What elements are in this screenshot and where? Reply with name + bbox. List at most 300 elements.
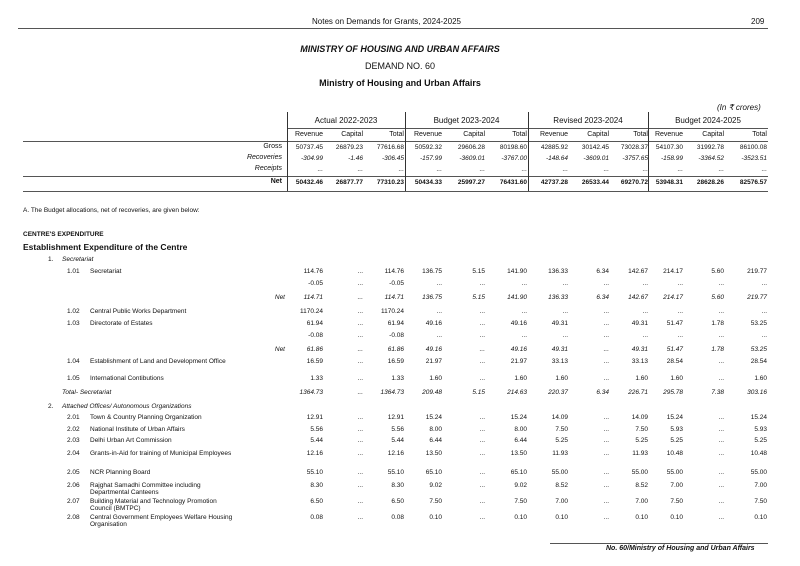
detail-cell: 1.60 (635, 375, 648, 382)
summary-cell: 77616.68 (376, 144, 404, 151)
detail-cell: 6.34 (596, 268, 609, 275)
detail-cell: 53.25 (750, 320, 767, 327)
detail-cell: 12.91 (306, 414, 323, 421)
detail-cell: 55.10 (387, 469, 404, 476)
detail-item-label: Rajghat Samadhi Committee including Departmental Canteens (90, 482, 201, 496)
detail-cell: 7.50 (514, 498, 527, 505)
detail-cell: 10.48 (750, 450, 767, 457)
detail-net-label: Net (274, 294, 285, 301)
detail-cell: 5.15 (472, 268, 485, 275)
detail-head-label: Attached Offices/ Autonomous Organizations (62, 403, 192, 410)
detail-cell: 7.50 (429, 498, 442, 505)
detail-cell: 55.00 (666, 469, 683, 476)
detail-cell: ... (677, 332, 683, 339)
detail-cell: 136.75 (422, 268, 442, 275)
sub-column-label: Revenue (294, 131, 323, 138)
summary-cell: -1.46 (348, 155, 363, 162)
detail-cell: ... (642, 280, 648, 287)
summary-cell: 25997.27 (457, 179, 485, 186)
detail-cell: ... (603, 426, 609, 433)
detail-cell: ... (761, 332, 767, 339)
sub-column-label: Capital (702, 131, 724, 138)
summary-cell: 50432.46 (295, 179, 323, 186)
detail-cell: 114.76 (303, 268, 323, 275)
detail-cell: 15.24 (425, 414, 442, 421)
detail-cell: 136.75 (422, 294, 442, 301)
column-separator (405, 112, 406, 191)
detail-cell: ... (603, 469, 609, 476)
detail-cell: ... (718, 426, 724, 433)
sub-column-label: Total (389, 131, 404, 138)
summary-cell: ... (562, 166, 568, 173)
summary-cell: 80198.60 (499, 144, 527, 151)
detail-cell: ... (603, 308, 609, 315)
detail-cell: 51.47 (666, 320, 683, 327)
detail-cell: 295.78 (663, 389, 683, 396)
summary-row-label: Receipts (254, 165, 282, 172)
sub-column-label: Revenue (654, 131, 683, 138)
detail-cell: 55.00 (631, 469, 648, 476)
detail-cell: ... (479, 482, 485, 489)
detail-cell: 21.97 (510, 358, 527, 365)
footer-text: No. 60/Ministry of Housing and Urban Affairs (606, 545, 755, 552)
detail-item-label: Town & Country Planning Organization (90, 414, 202, 421)
detail-item-label: Establishment of Land and Development Office (90, 358, 226, 365)
detail-cell: ... (479, 414, 485, 421)
detail-cell: 16.59 (306, 358, 323, 365)
detail-cell: ... (479, 514, 485, 521)
detail-cell: ... (357, 308, 363, 315)
detail-cell: ... (479, 346, 485, 353)
note-a: A. The Budget allocations, net of recoveries, are given below: (23, 207, 200, 214)
detail-cell: ... (718, 469, 724, 476)
detail-cell: 49.31 (631, 320, 648, 327)
detail-cell: 142.67 (628, 268, 648, 275)
detail-cell: 1364.73 (380, 389, 404, 396)
detail-cell: 5.25 (670, 437, 683, 444)
detail-cell: 141.90 (507, 294, 527, 301)
summary-cell: 73028.37 (620, 144, 648, 151)
detail-cell: 220.37 (548, 389, 568, 396)
detail-cell: ... (603, 332, 609, 339)
detail-item-label: Secretariat (90, 268, 122, 275)
detail-cell: 49.16 (510, 320, 527, 327)
detail-cell: ... (436, 332, 442, 339)
summary-row-label: Net (270, 178, 282, 185)
summary-cell: 42737.28 (540, 179, 568, 186)
detail-cell: 0.08 (310, 514, 323, 521)
detail-cell: 141.90 (507, 268, 527, 275)
detail-cell: 9.02 (429, 482, 442, 489)
summary-cell: -306.45 (381, 155, 404, 162)
summary-cell: 30142.45 (581, 144, 609, 151)
detail-cell: ... (761, 280, 767, 287)
page-number: 209 (751, 17, 765, 26)
detail-cell: 65.10 (425, 469, 442, 476)
detail-cell: ... (603, 437, 609, 444)
summary-cell: 42885.92 (540, 144, 568, 151)
detail-item-number: 2.01 (67, 414, 80, 421)
detail-cell: 5.60 (711, 294, 724, 301)
detail-cell: ... (603, 320, 609, 327)
detail-cell: 5.93 (754, 426, 767, 433)
detail-cell: 1.60 (429, 375, 442, 382)
detail-cell: 0.10 (514, 514, 527, 521)
detail-cell: 214.17 (663, 294, 683, 301)
detail-cell: ... (603, 450, 609, 457)
detail-cell: -0.05 (308, 280, 323, 287)
summary-cell: -304.99 (300, 155, 323, 162)
detail-cell: 114.76 (384, 268, 404, 275)
detail-cell: 5.25 (635, 437, 648, 444)
detail-cell: 7.00 (670, 482, 683, 489)
detail-cell: 14.09 (551, 414, 568, 421)
detail-cell: 0.10 (754, 514, 767, 521)
detail-cell: ... (357, 358, 363, 365)
detail-head-number: 2. (48, 403, 54, 410)
detail-cell: 1170.24 (380, 308, 404, 315)
detail-cell: 1.33 (391, 375, 404, 382)
detail-item-label: National Institute of Urban Affairs (90, 426, 185, 433)
detail-cell: ... (479, 450, 485, 457)
detail-cell: 61.94 (306, 320, 323, 327)
detail-cell: ... (718, 332, 724, 339)
detail-cell: ... (603, 498, 609, 505)
detail-cell: ... (718, 280, 724, 287)
detail-cell: ... (521, 332, 527, 339)
detail-item-label: International Contibutions (90, 375, 164, 382)
detail-item-number: 2.08 (67, 514, 80, 521)
summary-cell: ... (642, 166, 648, 173)
header-rule (18, 28, 768, 29)
detail-cell: 7.50 (555, 426, 568, 433)
detail-cell: ... (357, 450, 363, 457)
sub-column-label: Capital (341, 131, 363, 138)
summary-cell: -3364.52 (698, 155, 724, 162)
detail-item-number: 1.04 (67, 358, 80, 365)
summary-cell: -158.99 (660, 155, 683, 162)
demand-number: DEMAND NO. 60 (364, 61, 435, 71)
detail-cell: ... (479, 280, 485, 287)
detail-cell: ... (479, 498, 485, 505)
summary-cell: ... (398, 166, 404, 173)
summary-row-label: Recoveries (246, 154, 282, 161)
department-title: Ministry of Housing and Urban Affairs (319, 78, 481, 88)
summary-cell: -157.99 (419, 155, 442, 162)
detail-cell: ... (357, 469, 363, 476)
detail-cell: ... (642, 332, 648, 339)
summary-net-rule (23, 176, 768, 177)
sub-column-label: Total (512, 131, 527, 138)
detail-cell: 12.16 (387, 450, 404, 457)
detail-cell: 10.48 (666, 450, 683, 457)
detail-cell: ... (357, 375, 363, 382)
summary-cell: 26877.77 (335, 179, 363, 186)
detail-cell: ... (357, 426, 363, 433)
detail-cell: 142.67 (628, 294, 648, 301)
detail-cell: ... (357, 414, 363, 421)
detail-cell: 61.86 (306, 346, 323, 353)
sub-column-label: Total (633, 131, 648, 138)
detail-cell: 303.16 (747, 389, 767, 396)
summary-cell: 28628.26 (696, 179, 724, 186)
detail-cell: 5.25 (754, 437, 767, 444)
detail-cell: ... (603, 482, 609, 489)
detail-cell: 0.10 (670, 514, 683, 521)
summary-bottom-rule (23, 191, 768, 192)
summary-cell: ... (317, 166, 323, 173)
detail-cell: 8.00 (514, 426, 527, 433)
detail-cell: -0.05 (389, 280, 404, 287)
detail-cell: 21.97 (425, 358, 442, 365)
detail-cell: 219.77 (747, 268, 767, 275)
detail-item-label: Building Material and Technology Promotion Council (BMTPC) (90, 498, 217, 512)
detail-cell: ... (603, 280, 609, 287)
detail-cell: 5.60 (711, 268, 724, 275)
summary-cell: -3609.01 (459, 155, 485, 162)
summary-cell: 50434.33 (414, 179, 442, 186)
column-group-label: Budget 2023-2024 (433, 116, 500, 125)
detail-cell: 219.77 (747, 294, 767, 301)
ministry-title: MINISTRY OF HOUSING AND URBAN AFFAIRS (300, 44, 500, 54)
detail-cell: 6.50 (310, 498, 323, 505)
sub-column-label: Capital (463, 131, 485, 138)
detail-cell: ... (603, 514, 609, 521)
detail-cell: 49.16 (510, 346, 527, 353)
detail-cell: 12.91 (387, 414, 404, 421)
subsection-title: Establishment Expenditure of the Centre (23, 242, 188, 252)
summary-cell: ... (357, 166, 363, 173)
detail-cell: 12.16 (306, 450, 323, 457)
detail-cell: 136.33 (548, 294, 568, 301)
summary-cell: 86100.08 (739, 144, 767, 151)
detail-cell: ... (677, 280, 683, 287)
detail-cell: 1.78 (711, 346, 724, 353)
detail-cell: -0.08 (308, 332, 323, 339)
detail-cell: 226.71 (628, 389, 648, 396)
detail-item-label: Grants-in-Aid for training of Municipal Employees (90, 450, 232, 457)
column-separator (287, 112, 288, 191)
detail-cell: ... (603, 375, 609, 382)
detail-cell: ... (357, 346, 363, 353)
detail-cell: ... (479, 469, 485, 476)
detail-item-label: Delhi Urban Art Commission (90, 437, 172, 444)
detail-item-label: Central Government Employees Welfare Housing Organisation (90, 514, 233, 528)
summary-cell: 53948.31 (655, 179, 683, 186)
detail-cell: 114.71 (384, 294, 404, 301)
detail-cell: 49.16 (425, 346, 442, 353)
detail-cell: ... (718, 308, 724, 315)
detail-cell: 5.44 (391, 437, 404, 444)
detail-item-number: 2.03 (67, 437, 80, 444)
detail-cell: 1364.73 (299, 389, 323, 396)
detail-cell: ... (357, 389, 363, 396)
detail-cell: ... (479, 426, 485, 433)
sub-column-label: Capital (587, 131, 609, 138)
detail-cell: 5.56 (310, 426, 323, 433)
detail-cell: ... (357, 482, 363, 489)
detail-total-label: Total- Secretariat (62, 389, 112, 396)
detail-cell: ... (357, 437, 363, 444)
detail-cell: ... (562, 308, 568, 315)
detail-cell: 8.30 (391, 482, 404, 489)
detail-cell: ... (479, 332, 485, 339)
summary-cell: -3757.65 (622, 155, 648, 162)
detail-cell: ... (357, 514, 363, 521)
detail-cell: 6.44 (514, 437, 527, 444)
detail-net-label: Net (274, 346, 285, 353)
detail-cell: 49.31 (551, 346, 568, 353)
running-title: Notes on Demands for Grants, 2024-2025 (312, 17, 461, 26)
detail-cell: 55.00 (551, 469, 568, 476)
summary-cell: 77310.23 (376, 179, 404, 186)
detail-cell: ... (436, 308, 442, 315)
sub-column-label: Revenue (413, 131, 442, 138)
detail-cell: 214.17 (663, 268, 683, 275)
detail-item-number: 2.07 (67, 498, 80, 505)
detail-head-label: Secretariat (62, 256, 94, 263)
detail-cell: 7.00 (635, 498, 648, 505)
detail-cell: 209.48 (422, 389, 442, 396)
detail-cell: ... (479, 308, 485, 315)
detail-item-number: 2.02 (67, 426, 80, 433)
detail-cell: 6.34 (596, 389, 609, 396)
detail-cell: 6.44 (429, 437, 442, 444)
detail-cell: 15.24 (666, 414, 683, 421)
section-title: CENTRE'S EXPENDITURE (23, 231, 104, 238)
summary-cell: 76431.60 (499, 179, 527, 186)
detail-cell: 49.16 (425, 320, 442, 327)
detail-cell: 7.50 (635, 426, 648, 433)
detail-cell: ... (436, 280, 442, 287)
detail-cell: 13.50 (510, 450, 527, 457)
column-group-label: Revised 2023-2024 (553, 116, 623, 125)
detail-cell: 5.25 (555, 437, 568, 444)
detail-cell: ... (479, 375, 485, 382)
detail-cell: ... (603, 414, 609, 421)
detail-cell: 51.47 (666, 346, 683, 353)
detail-cell: 9.02 (514, 482, 527, 489)
detail-item-number: 1.01 (67, 268, 80, 275)
footer-rule (550, 543, 768, 544)
detail-cell: 5.93 (670, 426, 683, 433)
summary-cell: ... (718, 166, 724, 173)
detail-cell: ... (718, 514, 724, 521)
detail-cell: ... (521, 280, 527, 287)
summary-cell: ... (436, 166, 442, 173)
summary-cell: -3609.01 (583, 155, 609, 162)
detail-item-number: 1.03 (67, 320, 80, 327)
detail-cell: 8.52 (555, 482, 568, 489)
detail-cell: 33.13 (551, 358, 568, 365)
detail-cell: ... (479, 320, 485, 327)
detail-cell: ... (718, 375, 724, 382)
detail-item-number: 2.06 (67, 482, 80, 489)
detail-cell: 8.30 (310, 482, 323, 489)
detail-cell: 7.50 (670, 498, 683, 505)
detail-cell: ... (357, 320, 363, 327)
summary-cell: -3767.00 (501, 155, 527, 162)
summary-cell: 29606.28 (457, 144, 485, 151)
detail-cell: 33.13 (631, 358, 648, 365)
detail-cell: ... (718, 498, 724, 505)
summary-cell: 82576.57 (739, 179, 767, 186)
summary-cell: 26879.23 (335, 144, 363, 151)
detail-cell: 7.38 (711, 389, 724, 396)
summary-cell: 31992.78 (696, 144, 724, 151)
summary-cell: ... (677, 166, 683, 173)
detail-item-number: 1.05 (67, 375, 80, 382)
summary-cell: 50737.45 (295, 144, 323, 151)
detail-item-number: 1.02 (67, 308, 80, 315)
detail-cell: ... (677, 308, 683, 315)
detail-cell: ... (603, 358, 609, 365)
detail-cell: 5.15 (472, 294, 485, 301)
detail-item-number: 2.04 (67, 450, 80, 457)
detail-cell: ... (562, 332, 568, 339)
detail-cell: ... (357, 498, 363, 505)
column-group-label: Budget 2024-2025 (675, 116, 741, 125)
detail-cell: 8.00 (429, 426, 442, 433)
summary-cell: -3523.51 (741, 155, 767, 162)
summary-cell: ... (479, 166, 485, 173)
detail-cell: 28.54 (666, 358, 683, 365)
detail-cell: 53.25 (750, 346, 767, 353)
summary-row-label: Gross (263, 143, 282, 150)
detail-item-label: Central Public Works Department (90, 308, 187, 315)
detail-cell: 6.34 (596, 294, 609, 301)
detail-cell: 15.24 (510, 414, 527, 421)
detail-item-number: 2.05 (67, 469, 80, 476)
summary-cell: 69270.72 (620, 179, 648, 186)
detail-cell: ... (718, 437, 724, 444)
detail-cell: 1.60 (754, 375, 767, 382)
detail-cell: 1.33 (310, 375, 323, 382)
detail-cell: ... (642, 308, 648, 315)
summary-cell: ... (603, 166, 609, 173)
detail-cell: 1.78 (711, 320, 724, 327)
subheader-rule (23, 141, 768, 142)
detail-cell: ... (479, 437, 485, 444)
detail-cell: 1.60 (555, 375, 568, 382)
detail-cell: ... (357, 294, 363, 301)
detail-cell: 5.15 (472, 389, 485, 396)
detail-cell: 11.93 (632, 450, 648, 457)
detail-cell: 0.10 (429, 514, 442, 521)
detail-cell: -0.08 (389, 332, 404, 339)
detail-cell: 7.00 (555, 498, 568, 505)
detail-cell: 136.33 (548, 268, 568, 275)
summary-cell: ... (521, 166, 527, 173)
detail-cell: 8.52 (635, 482, 648, 489)
detail-cell: 214.63 (507, 389, 527, 396)
unit-note: (In ₹ crores) (717, 103, 761, 112)
summary-cell: ... (761, 166, 767, 173)
detail-cell: 7.50 (754, 498, 767, 505)
detail-cell: 1170.24 (299, 308, 323, 315)
detail-cell: 13.50 (425, 450, 442, 457)
summary-cell: 50592.32 (414, 144, 442, 151)
detail-cell: 7.00 (754, 482, 767, 489)
detail-cell: 49.31 (551, 320, 568, 327)
summary-cell: -148.64 (545, 155, 568, 162)
detail-cell: 1.60 (514, 375, 527, 382)
detail-cell: 15.24 (750, 414, 767, 421)
detail-cell: ... (562, 280, 568, 287)
detail-cell: 0.10 (635, 514, 648, 521)
detail-cell: 16.59 (387, 358, 404, 365)
detail-cell: 5.56 (391, 426, 404, 433)
